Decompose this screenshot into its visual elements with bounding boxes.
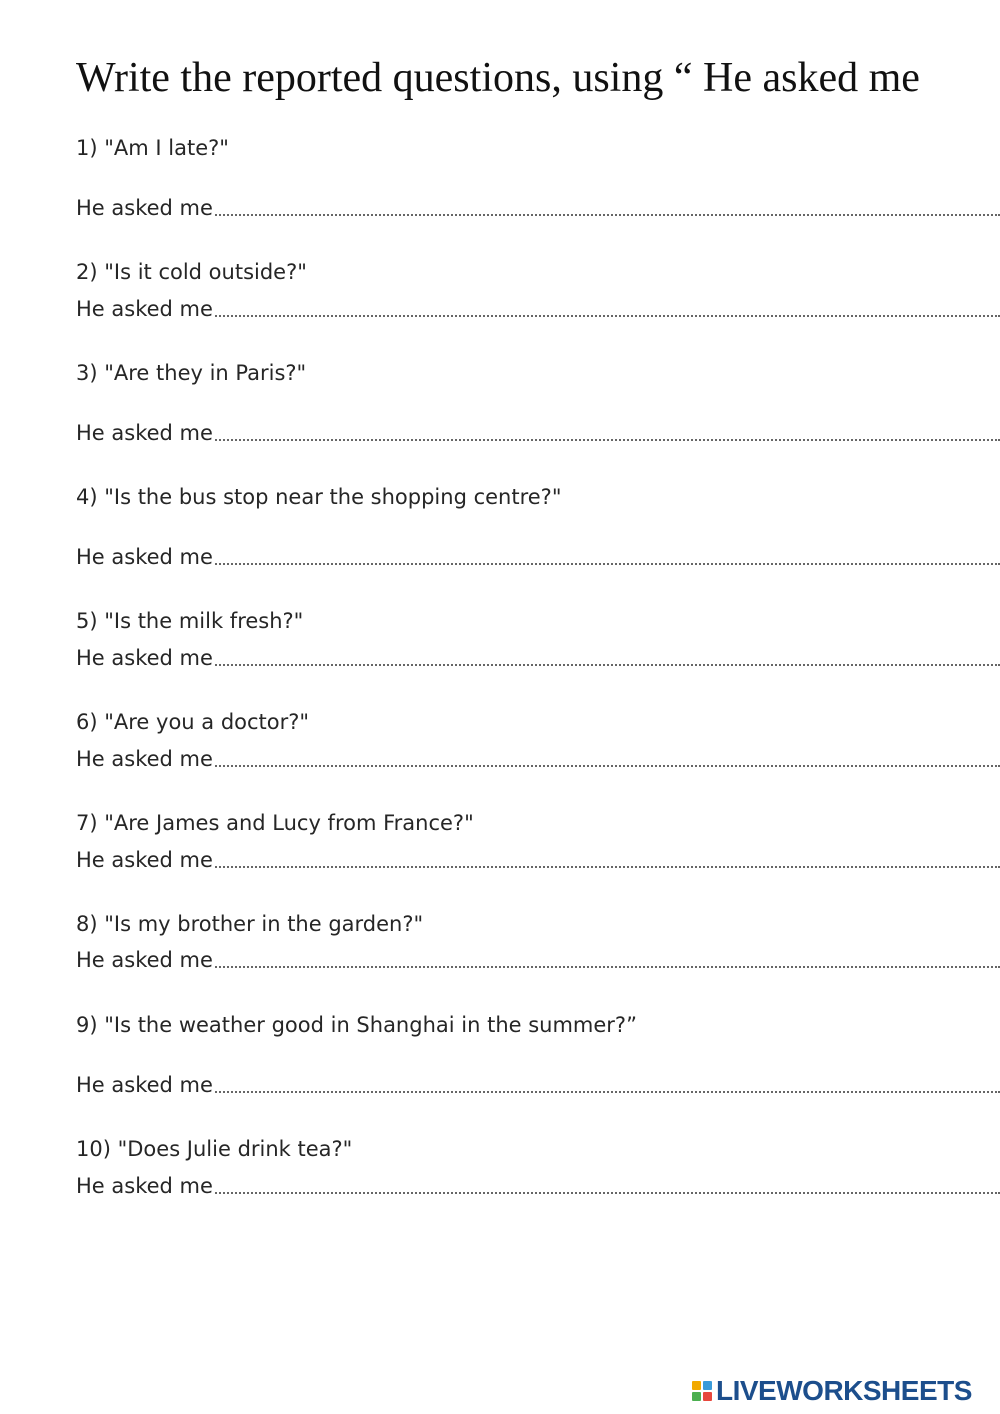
dotted-answer-line [76,563,1000,565]
answer-line-2[interactable] [76,295,1000,323]
logo-mark-square [692,1381,701,1390]
answer-prompt: He asked me [76,421,213,445]
worksheet-title: Write the reported questions, using “ He asked me [76,55,920,101]
answer-prompt: He asked me [76,545,213,569]
dotted-answer-line [76,315,1000,317]
question-8: 8) "Is my brother in the garden?" [76,912,424,936]
dotted-answer-line [76,1192,1000,1194]
logo-mark-square [703,1392,712,1401]
question-5: 5) "Is the milk fresh?" [76,609,304,633]
logo-mark-square [692,1392,701,1401]
dotted-answer-line [76,439,1000,441]
dotted-answer-line [76,866,1000,868]
answer-prompt: He asked me [76,196,213,220]
answer-line-9[interactable] [76,1071,1000,1099]
answer-line-8[interactable] [76,946,1000,974]
liveworksheets-logo [692,1374,988,1408]
question-3: 3) "Are they in Paris?" [76,361,307,385]
answer-line-6[interactable] [76,745,1000,773]
answer-prompt: He asked me [76,747,213,771]
answer-prompt: He asked me [76,848,213,872]
answer-line-5[interactable] [76,644,1000,672]
dotted-answer-line [76,664,1000,666]
answer-line-3[interactable] [76,419,1000,447]
answer-line-10[interactable] [76,1172,1000,1200]
question-1: 1) "Am I late?" [76,136,229,160]
liveworksheets-logo-icon [692,1381,712,1401]
question-4: 4) "Is the bus stop near the shopping centre?" [76,485,562,509]
dotted-answer-line [76,214,1000,216]
answer-line-4[interactable] [76,543,1000,571]
answer-prompt: He asked me [76,646,213,670]
answer-prompt: He asked me [76,297,213,321]
answer-line-1[interactable] [76,194,1000,222]
dotted-answer-line [76,765,1000,767]
question-9: 9) "Is the weather good in Shanghai in the summer?” [76,1013,637,1037]
logo-mark-square [703,1381,712,1390]
question-6: 6) "Are you a doctor?" [76,710,310,734]
answer-prompt: He asked me [76,1174,213,1198]
dotted-answer-line [76,966,1000,968]
question-7: 7) "Are James and Lucy from France?" [76,811,474,835]
answer-line-7[interactable] [76,846,1000,874]
question-10: 10) "Does Julie drink tea?" [76,1137,353,1161]
logo-text: LIVEWORKSHEETS [716,1375,972,1406]
question-2: 2) "Is it cold outside?" [76,260,307,284]
answer-prompt: He asked me [76,1073,213,1097]
answer-prompt: He asked me [76,948,213,972]
dotted-answer-line [76,1091,1000,1093]
